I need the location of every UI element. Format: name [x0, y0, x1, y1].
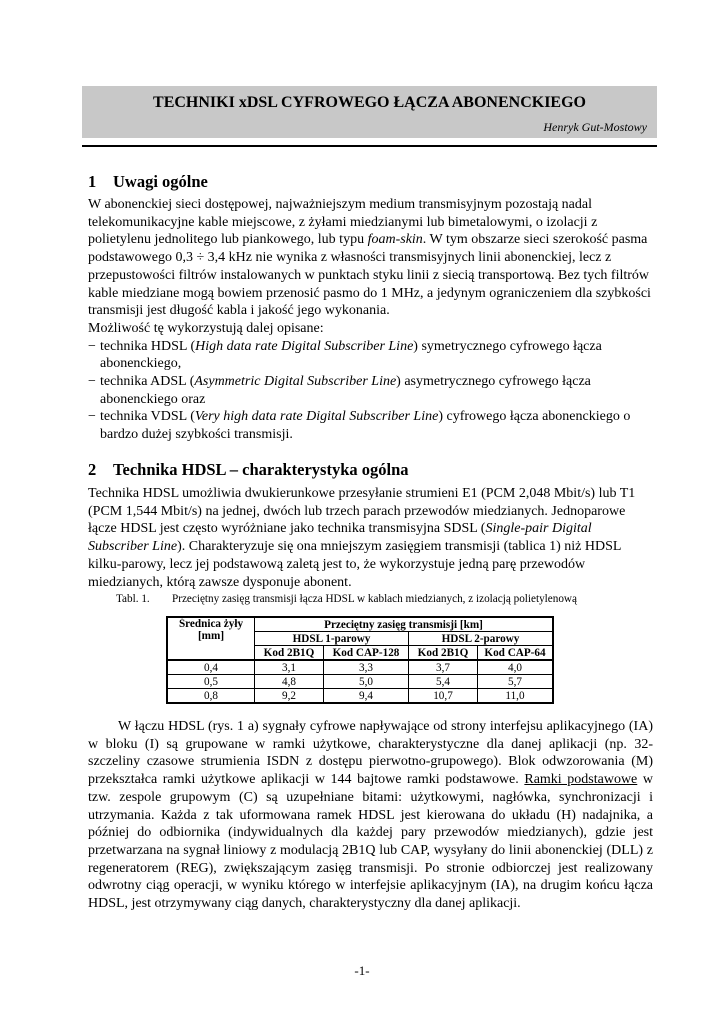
table-cell: 9,4	[324, 689, 409, 704]
table-caption	[116, 593, 577, 605]
table-cell: 5,4	[409, 675, 478, 689]
table-cell: 9,2	[255, 689, 324, 704]
section-2-heading	[88, 460, 409, 480]
table-cell: 11,0	[478, 689, 554, 704]
section-1-heading	[88, 172, 208, 192]
table-cell: 3,3	[324, 660, 409, 675]
table-cell: 5,0	[324, 675, 409, 689]
caption-text: Przeciętny zasięg transmisji łącza HDSL w kablach miedzianych, z izolacją polietylenową	[172, 593, 577, 605]
table-row	[167, 689, 553, 704]
author: Henryk Gut-Mostowy	[543, 120, 647, 134]
header-rule	[82, 145, 657, 147]
page-number: -1-	[354, 963, 370, 978]
table-row	[167, 675, 553, 689]
document-title: TECHNIKI xDSL CYFROWEGO ŁĄCZA ABONENCKIEGO	[153, 94, 586, 111]
section-number: 2	[88, 460, 97, 479]
table-cell: 4,0	[478, 660, 554, 675]
section-2-intro	[88, 485, 653, 591]
header-cell: Kod 2B1Q	[409, 646, 478, 661]
list-item: − technika HDSL (High data rate Digital Subscriber Line) symetrycznego cyfrowego łącza abonenckiego,	[88, 338, 602, 372]
table-cell: 3,7	[409, 660, 478, 675]
table-cell: 4,8	[255, 675, 324, 689]
paragraph: W łączu HDSL (rys. 1 a) sygnały cyfrowe napływające od strony interfejsu aplikacyjnego (IA) w bloku (I) są grupowane w ramki użytkowe, charakterystyczne dla danej aplikacji (np. 32- szczeliny czasowe strumienia ISDN z dostępu pierwotno-grupowego). Blok odwzorowania (M) przekształca ramki użytkowe aplikacji w 144 bajtowe ramki podstawowe. Ramki podstawowe w tzw. zespole grupowym (C) są uzupełniane bitami: użytkowymi, nagłówka, synchronizacji i utrzymania. Każda z tak uformowana ramek HDSL jest kierowana do układu (H) nadajnika, a później do odbiornika (indywidualnych dla każdej pary przewodów miedzianych), gdzie jest przetwarzana na sygnał liniowy z modulacją 2B1Q lub CAP, wysyłany do linii abonenckiej (DLL) z regeneratorem (REG), zwiększającym zasięg transmisji. Po stronie odbiorczej jest realizowany odwrotny ciąg operacji, w wyniku którego w interfejsie aplikacyjnym (IA), na drugim końcu łącza HDSL, jest otrzymywany ciąg danych, charakterystyczny dla danej aplikacji.	[88, 719, 653, 912]
header-cell: HDSL 1-parowy	[255, 632, 409, 646]
list-item: − technika VDSL (Very high data rate Digital Subscriber Line) cyfrowego łącza abonenckiego o bardzo dużej szybkości transmisji.	[88, 409, 631, 443]
section-number: 1	[88, 172, 97, 191]
section-title: Technika HDSL – charakterystyka ogólna	[113, 460, 409, 479]
table-cell: 0,8	[167, 689, 255, 704]
header-cell: Kod CAP-128	[324, 646, 409, 661]
paragraph: Technika HDSL umożliwia dwukierunkowe przesyłanie strumieni E1 (PCM 2,048 Mbit/s) lub T1 (PCM 1,544 Mbit/s) na jednej, dwóch lub trzech parach przewodów miedzianych. Jednoparowe łącze HDSL jest często wyróżniane jako technika transmisyjna SDSL (Single-pair Digital Subscriber Line). Charakteryzuje się ona mniejszym zasięgiem transmisji (tablica 1) niż HDSL kilku-parowy, lecz jej podstawową zaletą jest to, że wykorzystuje jedną parę przewodów miedzianych, którą zawsze dysponuje abonent.	[88, 486, 636, 590]
header-cell: Przeciętny zasięg transmisji [km]	[255, 617, 554, 632]
header-cell: Kod CAP-64	[478, 646, 554, 661]
header-cell: Kod 2B1Q	[255, 646, 324, 661]
header-cell: HDSL 2-parowy	[409, 632, 554, 646]
paragraph: W abonenckiej sieci dostępowej, najważniejszym medium transmisyjnym pozostają nadal telekomunikacyjne kable miejscowe, z żyłami miedzianymi lub bimetalowymi, o izolacji z polietylenu jednolitego lub piankowego, lub typu foam-skin. W tym obszarze sieci szerokość pasma podstawowego 0,3 ÷ 3,4 kHz nie wynika z własności transmisyjnych linii abonenckiej, lecz z przepustowości filtrów instalowanych w punktach styku linii z siecią transportową. Bez tych filtrów kable miedziane mogą bowiem przenosić pasmo do 1 MHz, a jedynym ograniczeniem dla szybkości transmisji jest długość kabla i jakość jego wykonania.	[88, 197, 651, 319]
caption-label: Tabl. 1.	[116, 593, 150, 605]
table-cell: 3,1	[255, 660, 324, 675]
header-cell: Średnica żyły [mm]	[167, 617, 255, 660]
table-cell: 0,4	[167, 660, 255, 675]
table-row	[167, 660, 553, 675]
section-1-body	[88, 196, 653, 444]
table-cell: 10,7	[409, 689, 478, 704]
table-cell: 0,5	[167, 675, 255, 689]
technique-list	[88, 338, 653, 444]
paragraph: Możliwość tę wykorzystują dalej opisane:	[88, 320, 324, 336]
range-table	[166, 616, 554, 704]
list-item: − technika ADSL (Asymmetric Digital Subscriber Line) asymetrycznego cyfrowego łącza abonenckiego oraz	[88, 374, 591, 407]
header-band	[82, 86, 657, 138]
section-title: Uwagi ogólne	[113, 172, 208, 191]
section-2-body	[88, 718, 653, 913]
table-cell: 5,7	[478, 675, 554, 689]
